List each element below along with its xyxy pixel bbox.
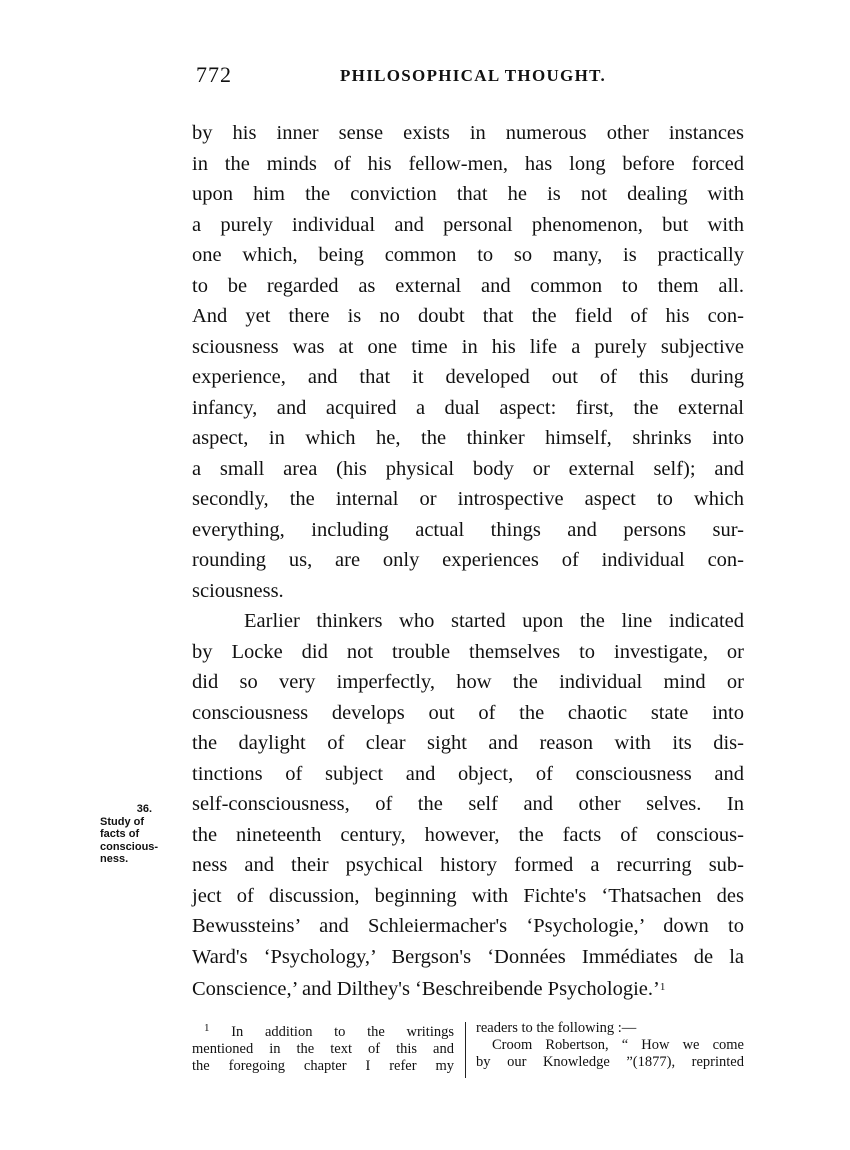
margin-note-number: 36. [136,803,152,815]
body-line: sciousness was at one time in his life a purely subjective [192,335,744,358]
margin-note-line: Study of [100,815,144,828]
body-line: everything, including actual things and persons sur- [192,518,744,541]
footnote-line: readers to the following :— [476,1020,637,1036]
body-line: did so very imperfectly, how the individual mind or [192,671,744,693]
footnote-line-text: In addition to the writings [231,1024,455,1040]
footnotes [192,1020,744,1082]
body-line: in the minds of his fellow-men, has long before forced [192,152,744,175]
body-line-last [192,972,744,1003]
running-title: PHILOSOPHICAL THOUGHT. [340,66,607,85]
body-line: by his inner sense exists in numerous other instances [192,122,744,144]
body-line-paragraph-start: Earlier thinkers who started upon the line indicated [244,610,744,632]
footnote-reference[interactable]: 1 [659,981,666,993]
body-line: And yet there is no doubt that the field of his con- [192,305,744,327]
footnote-line [192,1020,454,1041]
body-line: one which, being common to so many, is practically [192,244,744,266]
page-number: 772 [196,62,232,87]
body-line: the nineteenth century, however, the facts of conscious- [192,823,744,846]
footnote-line: mentioned in the text of this and [192,1041,454,1057]
footnote-line: Croom Robertson, “ How we come [492,1037,744,1053]
body-line: ness and their psychical history formed a recurring sub- [192,854,744,876]
body-line: upon him the conviction that he is not dealing with [192,183,744,205]
body-line: rounding us, are only experiences of individual con- [192,549,744,571]
footnote-marker: 1 [204,1022,210,1034]
body-line: to be regarded as external and common to them all. [192,274,744,297]
body-text [192,118,744,1003]
body-line: aspect, in which he, the thinker himself, shrinks into [192,427,744,449]
body-line: experience, and that it developed out of this during [192,366,744,388]
body-line: Bewussteins’ and Schleiermacher's ‘Psychologie,’ down to [192,915,744,937]
margin-note-line: facts of [100,828,140,840]
body-line: self-consciousness, of the self and other selves. In [192,793,744,815]
margin-note-line: conscious- [100,840,159,853]
footnote-line: the foregoing chapter I refer my [192,1058,454,1074]
body-line: a purely individual and personal phenomenon, but with [192,213,744,236]
margin-note [100,803,164,866]
footnote-line: by our Knowledge ”(1877), reprinted [476,1054,744,1070]
body-line: a small area (his physical body or external self); and [192,457,744,480]
body-line: infancy, and acquired a dual aspect: first, the external [192,396,744,419]
body-line: sciousness. [192,579,284,602]
footnote-left-column [192,1020,454,1075]
footnote-column-divider [465,1022,466,1078]
body-line: tinctions of subject and object, of consciousness and [192,762,744,785]
body-line: Ward's ‘Psychology,’ Bergson's ‘Données Immédiates de la [192,945,744,968]
body-line-last-text: Conscience,’ and Dilthey's ‘Beschreibende Psychologie.’ [192,978,660,1000]
body-line: secondly, the internal or introspective aspect to which [192,488,744,510]
running-head [190,62,745,92]
body-line: ject of discussion, beginning with Fichte's ‘Thatsachen des [192,884,744,907]
body-line: by Locke did not trouble themselves to investigate, or [192,640,744,663]
margin-note-line: ness. [100,853,129,865]
body-line: consciousness develops out of the chaotic state into [192,701,744,724]
body-line: the daylight of clear sight and reason with its dis- [192,732,744,754]
footnote-right-column [476,1020,744,1071]
